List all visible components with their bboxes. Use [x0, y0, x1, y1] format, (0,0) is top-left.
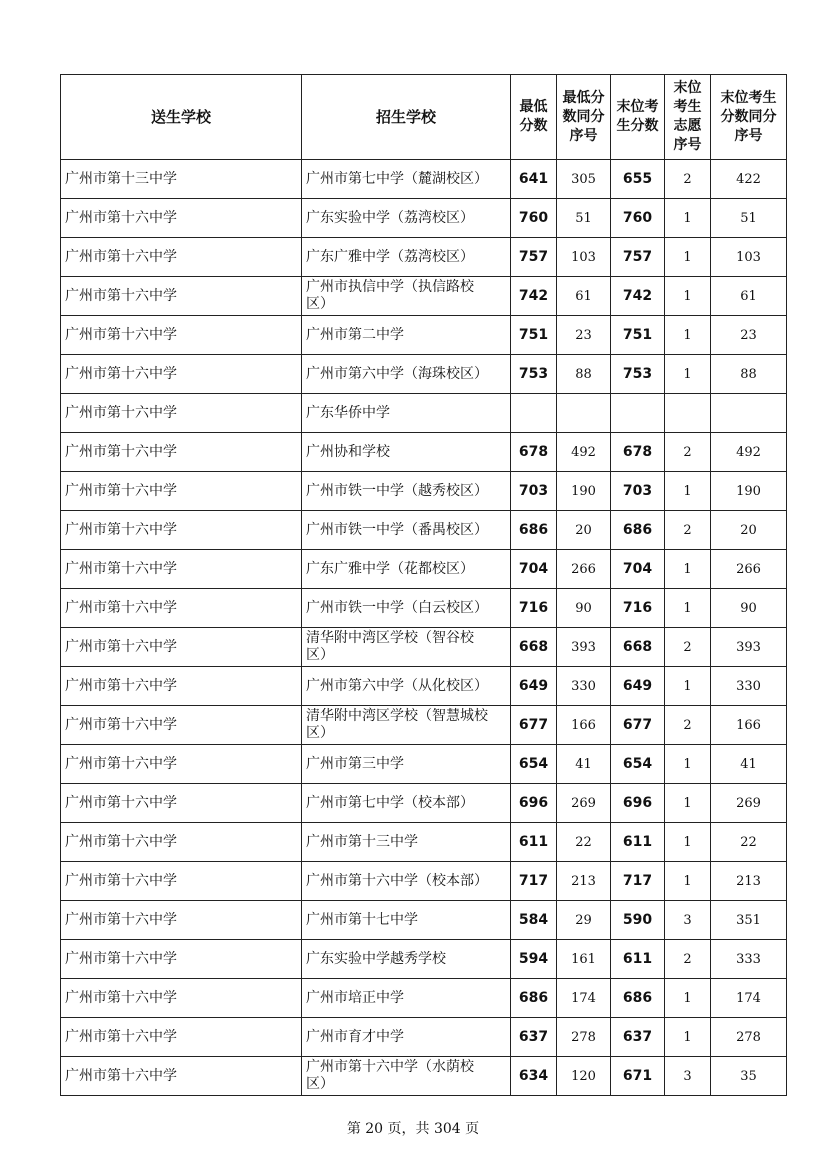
table-row — [61, 160, 787, 199]
recv-school-line: 广州市铁一中学（番禺校区） — [306, 521, 488, 538]
cell-last-rank: 41 — [711, 745, 787, 784]
cell-min-score: 751 — [511, 316, 557, 355]
cell-recv-school — [302, 277, 511, 316]
recv-school-line: 广州市第三中学 — [306, 755, 404, 772]
cell-send-school: 广州市第十六中学 — [61, 355, 302, 394]
cell-last-rank: 351 — [711, 901, 787, 940]
cell-last-score: 757 — [611, 238, 665, 277]
cell-min-score: 757 — [511, 238, 557, 277]
cell-last-score: 611 — [611, 823, 665, 862]
cell-recv-school — [302, 979, 511, 1018]
cell-min-rank: 41 — [557, 745, 611, 784]
table-row — [61, 238, 787, 277]
cell-last-score: 590 — [611, 901, 665, 940]
cell-recv-school — [302, 511, 511, 550]
admission-table-sheet — [60, 74, 786, 1096]
cell-last-score: 654 — [611, 745, 665, 784]
cell-last-pref: 1 — [665, 316, 711, 355]
recv-school-line: 广州市第六中学（海珠校区） — [306, 365, 488, 382]
cell-last-score: 655 — [611, 160, 665, 199]
header-last-pref-line: 志愿 — [673, 118, 702, 134]
cell-min-rank: 23 — [557, 316, 611, 355]
cell-send-school: 广州市第十三中学 — [61, 160, 302, 199]
cell-min-rank: 266 — [557, 550, 611, 589]
cell-last-rank — [711, 394, 787, 433]
table-row — [61, 550, 787, 589]
cell-min-rank: 393 — [557, 628, 611, 667]
table-body — [61, 160, 787, 1096]
table-row — [61, 472, 787, 511]
recv-school-line: 广州协和学校 — [306, 443, 390, 460]
table-row — [61, 979, 787, 1018]
cell-recv-school — [302, 784, 511, 823]
cell-last-pref: 2 — [665, 628, 711, 667]
cell-last-pref: 1 — [665, 667, 711, 706]
cell-last-rank: 422 — [711, 160, 787, 199]
cell-last-rank: 190 — [711, 472, 787, 511]
cell-last-score: 696 — [611, 784, 665, 823]
table-header-row — [61, 75, 787, 160]
cell-send-school: 广州市第十六中学 — [61, 511, 302, 550]
cell-min-rank: 492 — [557, 433, 611, 472]
table-row — [61, 628, 787, 667]
header-min-score — [511, 75, 557, 160]
cell-min-score: 637 — [511, 1018, 557, 1057]
cell-min-score — [511, 394, 557, 433]
cell-last-pref: 1 — [665, 745, 711, 784]
recv-school-line: 广东广雅中学（荔湾校区） — [306, 248, 474, 265]
recv-school-line: 广州市铁一中学（白云校区） — [306, 599, 488, 616]
cell-send-school: 广州市第十六中学 — [61, 277, 302, 316]
cell-last-score: 668 — [611, 628, 665, 667]
cell-last-rank: 278 — [711, 1018, 787, 1057]
cell-min-rank: 90 — [557, 589, 611, 628]
cell-last-pref: 2 — [665, 433, 711, 472]
cell-min-rank: 88 — [557, 355, 611, 394]
cell-recv-school — [302, 355, 511, 394]
cell-min-score: 677 — [511, 706, 557, 745]
cell-min-rank: 166 — [557, 706, 611, 745]
cell-min-rank: 174 — [557, 979, 611, 1018]
cell-last-pref: 1 — [665, 862, 711, 901]
recv-school-line: 广州市第十七中学 — [306, 911, 418, 928]
header-last-pref-line: 考生 — [673, 99, 702, 115]
cell-min-score: 641 — [511, 160, 557, 199]
header-last-rank-line: 序号 — [734, 127, 763, 144]
table-row — [61, 1057, 787, 1096]
header-last-rank-line: 分数同分 — [720, 108, 777, 125]
recv-school-line: 广州市培正中学 — [306, 989, 404, 1006]
cell-min-score: 654 — [511, 745, 557, 784]
cell-last-score: 717 — [611, 862, 665, 901]
recv-school-line: 广州市第七中学（校本部） — [306, 794, 474, 811]
cell-last-rank: 23 — [711, 316, 787, 355]
cell-min-score: 696 — [511, 784, 557, 823]
cell-recv-school — [302, 394, 511, 433]
recv-school-line: 广东广雅中学（花都校区） — [306, 560, 474, 577]
header-min-rank-line: 数同分 — [562, 108, 605, 125]
cell-send-school: 广州市第十六中学 — [61, 979, 302, 1018]
cell-last-score: 716 — [611, 589, 665, 628]
cell-last-rank: 51 — [711, 199, 787, 238]
cell-min-rank: 305 — [557, 160, 611, 199]
cell-last-pref: 1 — [665, 550, 711, 589]
table-row — [61, 511, 787, 550]
recv-school-line: 广州市铁一中学（越秀校区） — [306, 482, 488, 499]
cell-min-rank: 120 — [557, 1057, 611, 1096]
recv-school-line: 清华附中湾区学校（智谷校 — [306, 630, 474, 646]
cell-recv-school — [302, 1057, 511, 1096]
cell-last-pref: 1 — [665, 238, 711, 277]
table-row — [61, 940, 787, 979]
cell-min-score: 594 — [511, 940, 557, 979]
cell-last-pref: 3 — [665, 1057, 711, 1096]
table-row — [61, 199, 787, 238]
cell-last-pref: 1 — [665, 823, 711, 862]
table-row — [61, 784, 787, 823]
cell-recv-school — [302, 238, 511, 277]
header-last-pref-line: 序号 — [673, 137, 702, 153]
cell-min-score: 753 — [511, 355, 557, 394]
header-last-score-line: 末位考 — [616, 99, 659, 115]
recv-school-line: 区） — [306, 1076, 334, 1092]
cell-last-score: 611 — [611, 940, 665, 979]
cell-recv-school — [302, 589, 511, 628]
cell-last-score: 649 — [611, 667, 665, 706]
cell-last-pref — [665, 394, 711, 433]
table-row — [61, 667, 787, 706]
header-last-rank — [711, 75, 787, 160]
cell-send-school: 广州市第十六中学 — [61, 784, 302, 823]
header-min-score-line: 最低 — [519, 99, 548, 115]
cell-last-pref: 1 — [665, 277, 711, 316]
table-row — [61, 316, 787, 355]
cell-last-score — [611, 394, 665, 433]
recv-school-line: 广州市第十三中学 — [306, 833, 418, 850]
recv-school-line: 广州市第二中学 — [306, 326, 404, 343]
cell-send-school: 广州市第十六中学 — [61, 667, 302, 706]
header-min-rank-line: 最低分 — [562, 89, 605, 106]
cell-min-score: 649 — [511, 667, 557, 706]
cell-send-school: 广州市第十六中学 — [61, 199, 302, 238]
cell-min-rank: 22 — [557, 823, 611, 862]
cell-last-score: 671 — [611, 1057, 665, 1096]
recv-school-line: 区） — [306, 296, 334, 312]
cell-min-score: 717 — [511, 862, 557, 901]
recv-school-line: 广东实验中学（荔湾校区） — [306, 209, 474, 226]
recv-school-line: 广东华侨中学 — [306, 404, 390, 421]
cell-send-school: 广州市第十六中学 — [61, 589, 302, 628]
cell-send-school: 广州市第十六中学 — [61, 823, 302, 862]
cell-send-school: 广州市第十六中学 — [61, 433, 302, 472]
table-row — [61, 706, 787, 745]
header-last-rank-line: 末位考生 — [720, 89, 777, 106]
cell-min-rank: 103 — [557, 238, 611, 277]
cell-recv-school — [302, 316, 511, 355]
recv-school-line: 广州市育才中学 — [306, 1028, 404, 1045]
page-footer: 第 20 页，共 304 页 — [346, 1121, 480, 1137]
cell-min-rank: 213 — [557, 862, 611, 901]
cell-last-rank: 35 — [711, 1057, 787, 1096]
cell-last-rank: 213 — [711, 862, 787, 901]
cell-send-school: 广州市第十六中学 — [61, 901, 302, 940]
cell-send-school: 广州市第十六中学 — [61, 706, 302, 745]
cell-last-rank: 22 — [711, 823, 787, 862]
recv-school-line: 广东实验中学越秀学校 — [306, 950, 446, 967]
table-row — [61, 277, 787, 316]
recv-school-line: 广州市第七中学（麓湖校区） — [306, 170, 488, 187]
admission-table — [60, 74, 787, 1096]
cell-send-school: 广州市第十六中学 — [61, 316, 302, 355]
cell-last-rank: 333 — [711, 940, 787, 979]
cell-last-pref: 2 — [665, 511, 711, 550]
cell-recv-school — [302, 823, 511, 862]
cell-last-rank: 266 — [711, 550, 787, 589]
header-last-pref-line: 末位 — [673, 80, 702, 96]
cell-min-score: 686 — [511, 511, 557, 550]
cell-last-pref: 1 — [665, 1018, 711, 1057]
cell-last-pref: 3 — [665, 901, 711, 940]
table-row — [61, 1018, 787, 1057]
cell-last-pref: 1 — [665, 979, 711, 1018]
cell-last-pref: 2 — [665, 940, 711, 979]
cell-last-rank: 492 — [711, 433, 787, 472]
table-row — [61, 355, 787, 394]
cell-last-score: 751 — [611, 316, 665, 355]
cell-min-rank: 161 — [557, 940, 611, 979]
table-row — [61, 745, 787, 784]
cell-send-school: 广州市第十六中学 — [61, 238, 302, 277]
cell-recv-school — [302, 940, 511, 979]
cell-last-rank: 330 — [711, 667, 787, 706]
cell-min-score: 742 — [511, 277, 557, 316]
header-send-school: 送生学校 — [61, 75, 302, 160]
cell-min-rank: 278 — [557, 1018, 611, 1057]
cell-recv-school — [302, 745, 511, 784]
cell-min-score: 634 — [511, 1057, 557, 1096]
cell-recv-school — [302, 160, 511, 199]
cell-send-school: 广州市第十六中学 — [61, 940, 302, 979]
cell-last-rank: 269 — [711, 784, 787, 823]
cell-min-score: 760 — [511, 199, 557, 238]
cell-last-rank: 90 — [711, 589, 787, 628]
header-last-score-line: 生分数 — [616, 118, 659, 134]
cell-last-pref: 1 — [665, 589, 711, 628]
table-row — [61, 901, 787, 940]
recv-school-line: 广州市第十六中学（水荫校 — [306, 1059, 474, 1075]
table-row — [61, 394, 787, 433]
table-row — [61, 823, 787, 862]
header-min-rank-line: 序号 — [569, 127, 598, 144]
cell-min-rank: 269 — [557, 784, 611, 823]
cell-last-score: 686 — [611, 511, 665, 550]
cell-send-school: 广州市第十六中学 — [61, 472, 302, 511]
cell-recv-school — [302, 901, 511, 940]
cell-min-rank: 61 — [557, 277, 611, 316]
cell-last-score: 686 — [611, 979, 665, 1018]
recv-school-line: 区） — [306, 647, 334, 663]
cell-last-score: 637 — [611, 1018, 665, 1057]
cell-send-school: 广州市第十六中学 — [61, 550, 302, 589]
cell-send-school: 广州市第十六中学 — [61, 1018, 302, 1057]
cell-min-rank — [557, 394, 611, 433]
cell-min-score: 686 — [511, 979, 557, 1018]
cell-min-rank: 330 — [557, 667, 611, 706]
cell-send-school: 广州市第十六中学 — [61, 628, 302, 667]
cell-recv-school — [302, 1018, 511, 1057]
cell-recv-school — [302, 472, 511, 511]
cell-last-score: 703 — [611, 472, 665, 511]
cell-min-score: 611 — [511, 823, 557, 862]
header-last-pref — [665, 75, 711, 160]
header-min-score-line: 分数 — [519, 118, 548, 134]
cell-last-rank: 88 — [711, 355, 787, 394]
cell-last-score: 753 — [611, 355, 665, 394]
header-min-rank — [557, 75, 611, 160]
cell-min-score: 716 — [511, 589, 557, 628]
cell-last-rank: 174 — [711, 979, 787, 1018]
cell-send-school: 广州市第十六中学 — [61, 862, 302, 901]
cell-last-pref: 2 — [665, 160, 711, 199]
cell-send-school: 广州市第十六中学 — [61, 1057, 302, 1096]
table-row — [61, 862, 787, 901]
cell-last-score: 704 — [611, 550, 665, 589]
cell-last-rank: 61 — [711, 277, 787, 316]
cell-last-rank: 103 — [711, 238, 787, 277]
recv-school-line: 区） — [306, 725, 334, 741]
cell-recv-school — [302, 433, 511, 472]
table-row — [61, 433, 787, 472]
cell-min-score: 668 — [511, 628, 557, 667]
cell-min-score: 703 — [511, 472, 557, 511]
header-recv-school: 招生学校 — [302, 75, 511, 160]
cell-last-pref: 2 — [665, 706, 711, 745]
recv-school-line: 广州市执信中学（执信路校 — [306, 279, 474, 295]
cell-last-rank: 393 — [711, 628, 787, 667]
recv-school-line: 清华附中湾区学校（智慧城校 — [306, 708, 488, 724]
cell-last-rank: 166 — [711, 706, 787, 745]
cell-last-score: 678 — [611, 433, 665, 472]
cell-last-score: 760 — [611, 199, 665, 238]
cell-min-score: 704 — [511, 550, 557, 589]
cell-last-pref: 1 — [665, 199, 711, 238]
cell-min-rank: 20 — [557, 511, 611, 550]
recv-school-line: 广州市第六中学（从化校区） — [306, 677, 488, 694]
cell-min-rank: 51 — [557, 199, 611, 238]
cell-last-pref: 1 — [665, 784, 711, 823]
cell-min-rank: 29 — [557, 901, 611, 940]
cell-send-school: 广州市第十六中学 — [61, 394, 302, 433]
cell-recv-school — [302, 550, 511, 589]
cell-last-score: 677 — [611, 706, 665, 745]
cell-last-score: 742 — [611, 277, 665, 316]
cell-last-pref: 1 — [665, 472, 711, 511]
table-row — [61, 589, 787, 628]
cell-last-rank: 20 — [711, 511, 787, 550]
cell-recv-school — [302, 862, 511, 901]
cell-recv-school — [302, 667, 511, 706]
cell-min-rank: 190 — [557, 472, 611, 511]
cell-recv-school — [302, 706, 511, 745]
recv-school-line: 广州市第十六中学（校本部） — [306, 872, 488, 889]
cell-min-score: 584 — [511, 901, 557, 940]
cell-recv-school — [302, 628, 511, 667]
cell-last-pref: 1 — [665, 355, 711, 394]
cell-send-school: 广州市第十六中学 — [61, 745, 302, 784]
cell-min-score: 678 — [511, 433, 557, 472]
header-last-score — [611, 75, 665, 160]
cell-recv-school — [302, 199, 511, 238]
